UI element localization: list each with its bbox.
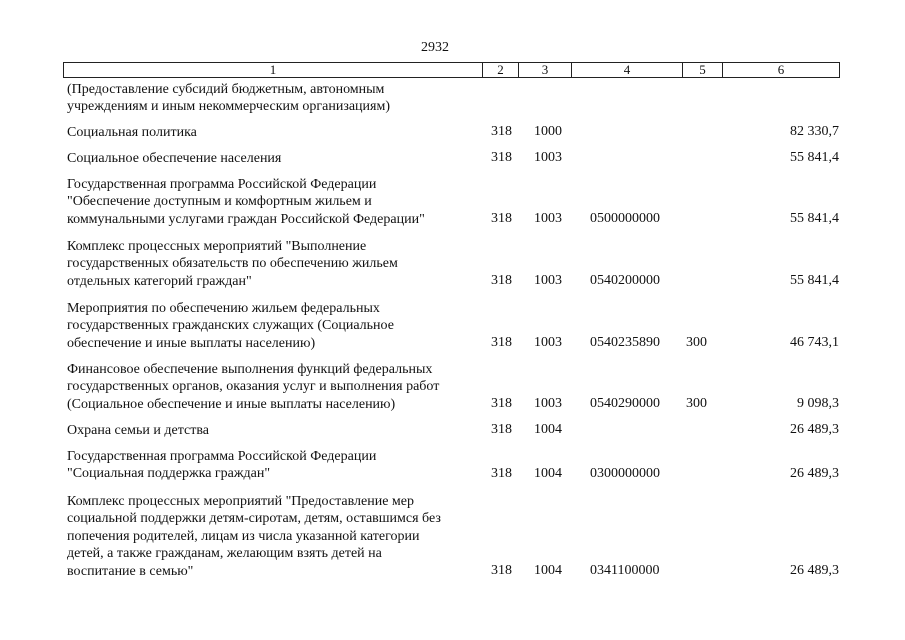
- row-col-2: 318: [491, 124, 512, 139]
- row-col-2: 318: [491, 335, 512, 350]
- row-name: Государственная программа Российской Федерации "Обеспечение доступным и комфортным жильем и коммунальными услугами граждан Российской Федерации": [67, 177, 425, 227]
- row-col-5: 300: [686, 335, 707, 350]
- row-name: Охрана семьи и детства: [67, 423, 209, 438]
- row-col-4: 0540290000: [590, 396, 660, 411]
- row-col-6: 55 841,4: [790, 211, 839, 226]
- table-header: [63, 62, 840, 78]
- row-col-3: 1004: [534, 563, 562, 578]
- row-col-6: 26 489,3: [790, 466, 839, 481]
- row-col-6: 9 098,3: [797, 396, 839, 411]
- row-col-3: 1004: [534, 422, 562, 437]
- row-col-6: 55 841,4: [790, 273, 839, 288]
- row-col-2: 318: [491, 211, 512, 226]
- row-col-6: 26 489,3: [790, 563, 839, 578]
- row-col-3: 1003: [534, 211, 562, 226]
- row-col-3: 1003: [534, 273, 562, 288]
- row-col-3: 1003: [534, 396, 562, 411]
- row-col-6: 26 489,3: [790, 422, 839, 437]
- row-col-2: 318: [491, 150, 512, 165]
- row-col-2: 318: [491, 466, 512, 481]
- row-col-2: 318: [491, 422, 512, 437]
- row-name: Финансовое обеспечение выполнения функций федеральных государственных органов, оказания услуг и выполнения работ (Социальное обеспечение и иные выплаты населению): [67, 362, 440, 412]
- row-col-3: 1004: [534, 466, 562, 481]
- row-name: Социальная политика: [67, 125, 197, 140]
- row-col-2: 318: [491, 396, 512, 411]
- page-number: 2932: [421, 40, 449, 55]
- row-col-5: 300: [686, 396, 707, 411]
- row-name: Социальное обеспечение населения: [67, 151, 282, 166]
- row-col-3: 1003: [534, 150, 562, 165]
- header-cell-6: 6: [722, 63, 839, 77]
- row-col-6: 82 330,7: [790, 124, 839, 139]
- header-cell-3: 3: [518, 63, 571, 77]
- row-col-3: 1003: [534, 335, 562, 350]
- header-cell-1: 1: [269, 62, 277, 77]
- row-col-4: 0341100000: [590, 563, 660, 578]
- header-cell-5: 5: [682, 63, 722, 77]
- row-col-4: 0540200000: [590, 273, 660, 288]
- row-col-3: 1000: [534, 124, 562, 139]
- row-col-2: 318: [491, 563, 512, 578]
- row-col-4: 0540235890: [590, 335, 660, 350]
- row-col-4: 0500000000: [590, 211, 660, 226]
- header-cell-4: 4: [571, 63, 682, 77]
- row-name: Государственная программа Российской Федерации "Социальная поддержка граждан": [67, 449, 377, 482]
- row-col-6: 55 841,4: [790, 150, 839, 165]
- row-name: (Предоставление субсидий бюджетным, автономным учреждениям и иным некоммерческим организациям): [67, 82, 391, 115]
- row-name: Мероприятия по обеспечению жильем федеральных государственных гражданских служащих (Социальное обеспечение и иные выплаты населению): [67, 301, 394, 351]
- row-col-4: 0300000000: [590, 466, 660, 481]
- header-cell-2: 2: [482, 63, 518, 77]
- row-name: Комплекс процессных мероприятий "Предоставление мер социальной поддержки детям-сиротам, детям, оставшимся без попечения родителей, лицам из числа указанной категории детей, а также гражданам, желающим взять детей на воспитание в семью": [67, 494, 441, 579]
- row-col-2: 318: [491, 273, 512, 288]
- row-col-6: 46 743,1: [790, 335, 839, 350]
- row-name: Комплекс процессных мероприятий "Выполнение государственных обязательств по обеспечению жильем отдельных категорий граждан": [67, 239, 398, 289]
